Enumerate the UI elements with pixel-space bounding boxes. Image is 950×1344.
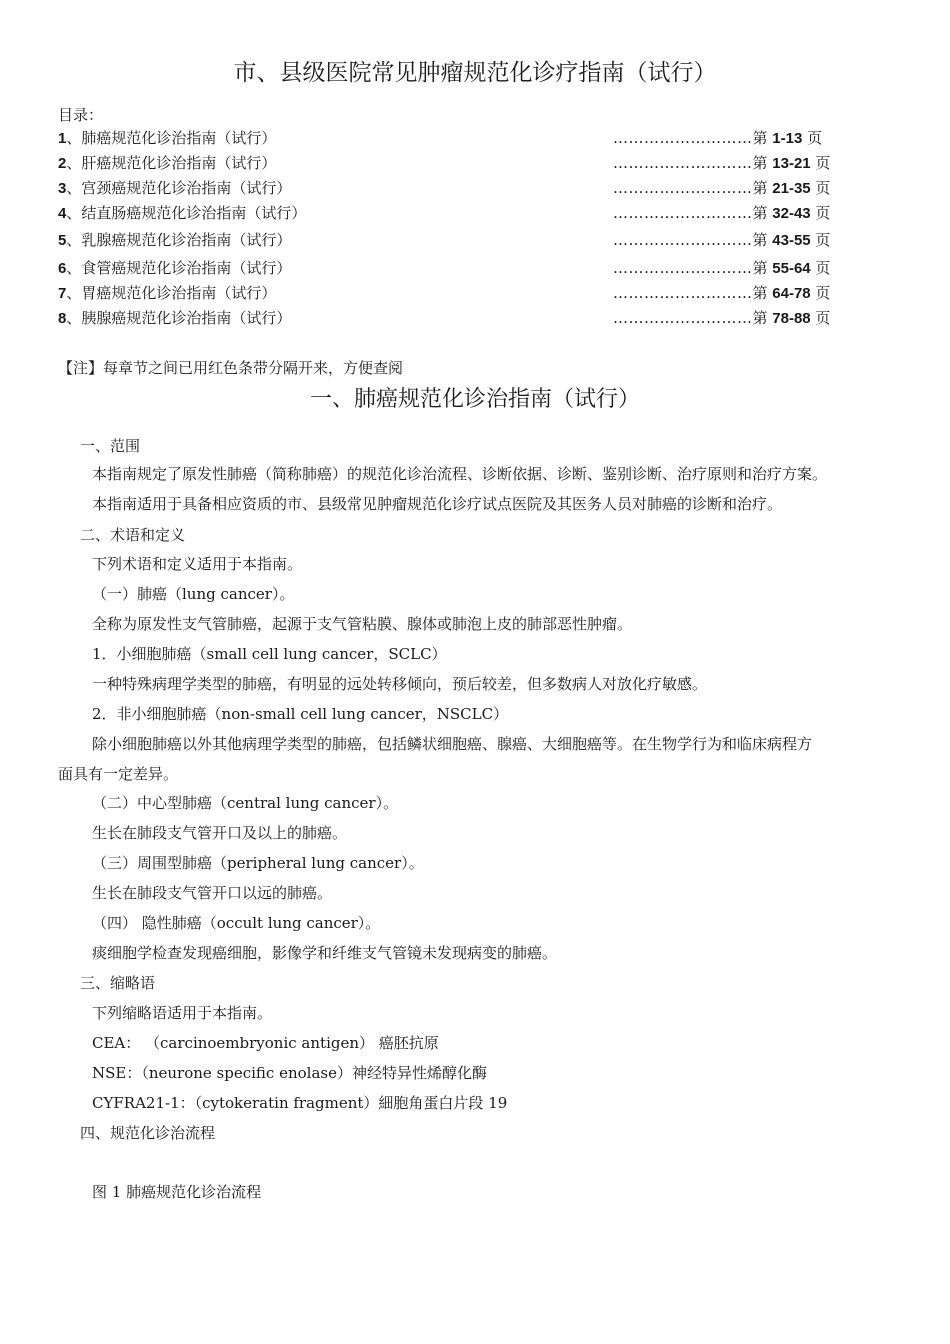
- toc-page-prefix: 第: [752, 284, 773, 302]
- term-occult-lung-cancer: （四） 隐性肺癌（occult lung cancer）。: [92, 914, 381, 932]
- toc-leader-dots: ………………………: [613, 259, 753, 277]
- toc-page-suffix: 页: [810, 284, 831, 302]
- toc-leader-dots: ………………………: [613, 284, 753, 302]
- toc-item-title: 、食管癌规范化诊治指南（试行）: [66, 259, 292, 277]
- term-peripheral-lung-cancer: （三）周围型肺癌（peripheral lung cancer）。: [92, 854, 424, 872]
- note: 【注】每章节之间已用红色条带分隔开来，方便查阅: [58, 359, 404, 377]
- paragraph: 痰细胞学检查发现癌细胞，影像学和纤维支气管镜未发现病变的肺癌。: [92, 944, 558, 962]
- document-title: 市、县级医院常见肿瘤规范化诊疗指南（试行）: [233, 60, 717, 86]
- heading-abbreviations: 三、缩略语: [80, 974, 156, 992]
- paragraph: 下列缩略语适用于本指南。: [92, 1004, 273, 1022]
- toc-page-suffix: 页: [810, 231, 831, 249]
- toc-item[interactable]: [58, 257, 848, 279]
- toc-item-number: 6: [58, 260, 67, 277]
- paragraph: 全称为原发性支气管肺癌，起源于支气管粘膜、腺体或肺泡上皮的肺部恶性肿瘤。: [92, 615, 633, 633]
- toc-leader-dots: ………………………: [613, 204, 753, 222]
- toc-item-number: 5: [58, 232, 67, 249]
- toc-leader-dots: ………………………: [613, 154, 753, 172]
- toc-leader-dots: ………………………: [613, 309, 753, 327]
- toc-item[interactable]: [58, 152, 848, 174]
- toc-page-range: 32-43: [772, 205, 811, 222]
- toc-item-title: 、宫颈癌规范化诊治指南（试行）: [66, 179, 292, 197]
- paragraph: 生长在肺段支气管开口及以上的肺癌。: [92, 824, 348, 842]
- toc-page-prefix: 第: [752, 204, 773, 222]
- toc-item-number: 2: [58, 155, 67, 172]
- toc-page-range: 78-88: [772, 310, 811, 327]
- paragraph: 本指南规定了原发性肺癌（简称肺癌）的规范化诊治流程、诊断依据、诊断、鉴别诊断、治疗原则和治疗方案。: [92, 465, 828, 483]
- paragraph: 一种特殊病理学类型的肺癌，有明显的远处转移倾向，预后较差，但多数病人对放化疗敏感。: [92, 675, 708, 693]
- toc-item-title: 、肝癌规范化诊治指南（试行）: [66, 154, 277, 172]
- toc-page-prefix: 第: [752, 154, 773, 172]
- toc-page-suffix: 页: [802, 129, 823, 147]
- toc-label: 目录：: [58, 106, 104, 124]
- toc-item-number: 3: [58, 180, 67, 197]
- toc-item[interactable]: [58, 229, 848, 251]
- toc-page-suffix: 页: [810, 259, 831, 277]
- toc-page-range: 21-35: [772, 180, 811, 197]
- paragraph-continued: 面具有一定差异。: [58, 765, 179, 783]
- toc-item-title: 、结直肠癌规范化诊治指南（试行）: [66, 204, 307, 222]
- term-lung-cancer: （一）肺癌（lung cancer）。: [92, 585, 295, 603]
- toc-item[interactable]: [58, 307, 848, 329]
- heading-terms: 二、术语和定义: [80, 526, 186, 544]
- toc-item[interactable]: [58, 202, 848, 224]
- paragraph: 生长在肺段支气管开口以远的肺癌。: [92, 884, 333, 902]
- section-title: 一、肺癌规范化诊治指南（试行）: [309, 387, 640, 412]
- toc-page-prefix: 第: [752, 129, 773, 147]
- toc-page-prefix: 第: [752, 179, 773, 197]
- toc-item-number: 1: [58, 130, 67, 147]
- toc-page-suffix: 页: [810, 204, 831, 222]
- abbreviation-cyfra: CYFRA21-1：（cytokeratin fragment）細胞角蛋白片段 19: [92, 1094, 508, 1112]
- abbreviation-nse: NSE：（neurone specific enolase）神经特异性烯醇化酶: [92, 1064, 487, 1082]
- toc-item-title: 、胃癌规范化诊治指南（试行）: [66, 284, 277, 302]
- toc-item[interactable]: [58, 127, 848, 149]
- toc-page-suffix: 页: [810, 154, 831, 172]
- toc-leader-dots: ………………………: [613, 179, 753, 197]
- figure-caption: 图 1 肺癌规范化诊治流程: [92, 1183, 262, 1201]
- toc-page-prefix: 第: [752, 309, 773, 327]
- toc-item-number: 8: [58, 310, 67, 327]
- paragraph: 下列术语和定义适用于本指南。: [92, 555, 303, 573]
- term-central-lung-cancer: （二）中心型肺癌（central lung cancer）。: [92, 794, 399, 812]
- abbreviation-cea: CEA： （carcinoembryonic antigen） 癌胚抗原: [92, 1034, 439, 1052]
- toc-item[interactable]: [58, 282, 848, 304]
- toc-page-range: 1-13: [772, 130, 803, 147]
- toc-leader-dots: ………………………: [613, 129, 753, 147]
- toc-page-range: 43-55: [772, 232, 811, 249]
- term-sclc: 1．小细胞肺癌（small cell lung cancer，SCLC）: [92, 645, 447, 663]
- toc-page-prefix: 第: [752, 259, 773, 277]
- toc-item[interactable]: [58, 177, 848, 199]
- toc-page-prefix: 第: [752, 231, 773, 249]
- toc-item-title: 、肺癌规范化诊治指南（试行）: [66, 129, 277, 147]
- toc-item-title: 、胰腺癌规范化诊治指南（试行）: [66, 309, 292, 327]
- toc-page-suffix: 页: [810, 179, 831, 197]
- toc-page-range: 55-64: [772, 260, 811, 277]
- heading-scope: 一、范围: [80, 437, 141, 455]
- toc-page-range: 64-78: [772, 285, 811, 302]
- paragraph: 除小细胞肺癌以外其他病理学类型的肺癌，包括鳞状细胞癌、腺癌、大细胞癌等。在生物学行为和临床病程方: [92, 735, 813, 753]
- paragraph: 本指南适用于具备相应资质的市、县级常见肿瘤规范化诊疗试点医院及其医务人员对肺癌的诊断和治疗。: [92, 495, 783, 513]
- toc-page-range: 13-21: [772, 155, 811, 172]
- term-nsclc: 2．非小细胞肺癌（non-small cell lung cancer，NSCLC）: [92, 705, 509, 723]
- toc-item-title: 、乳腺癌规范化诊治指南（试行）: [66, 231, 292, 249]
- toc-item-number: 7: [58, 285, 67, 302]
- toc-page-suffix: 页: [810, 309, 831, 327]
- toc-leader-dots: ………………………: [613, 231, 753, 249]
- toc-item-number: 4: [58, 205, 67, 222]
- heading-workflow: 四、规范化诊治流程: [80, 1124, 216, 1142]
